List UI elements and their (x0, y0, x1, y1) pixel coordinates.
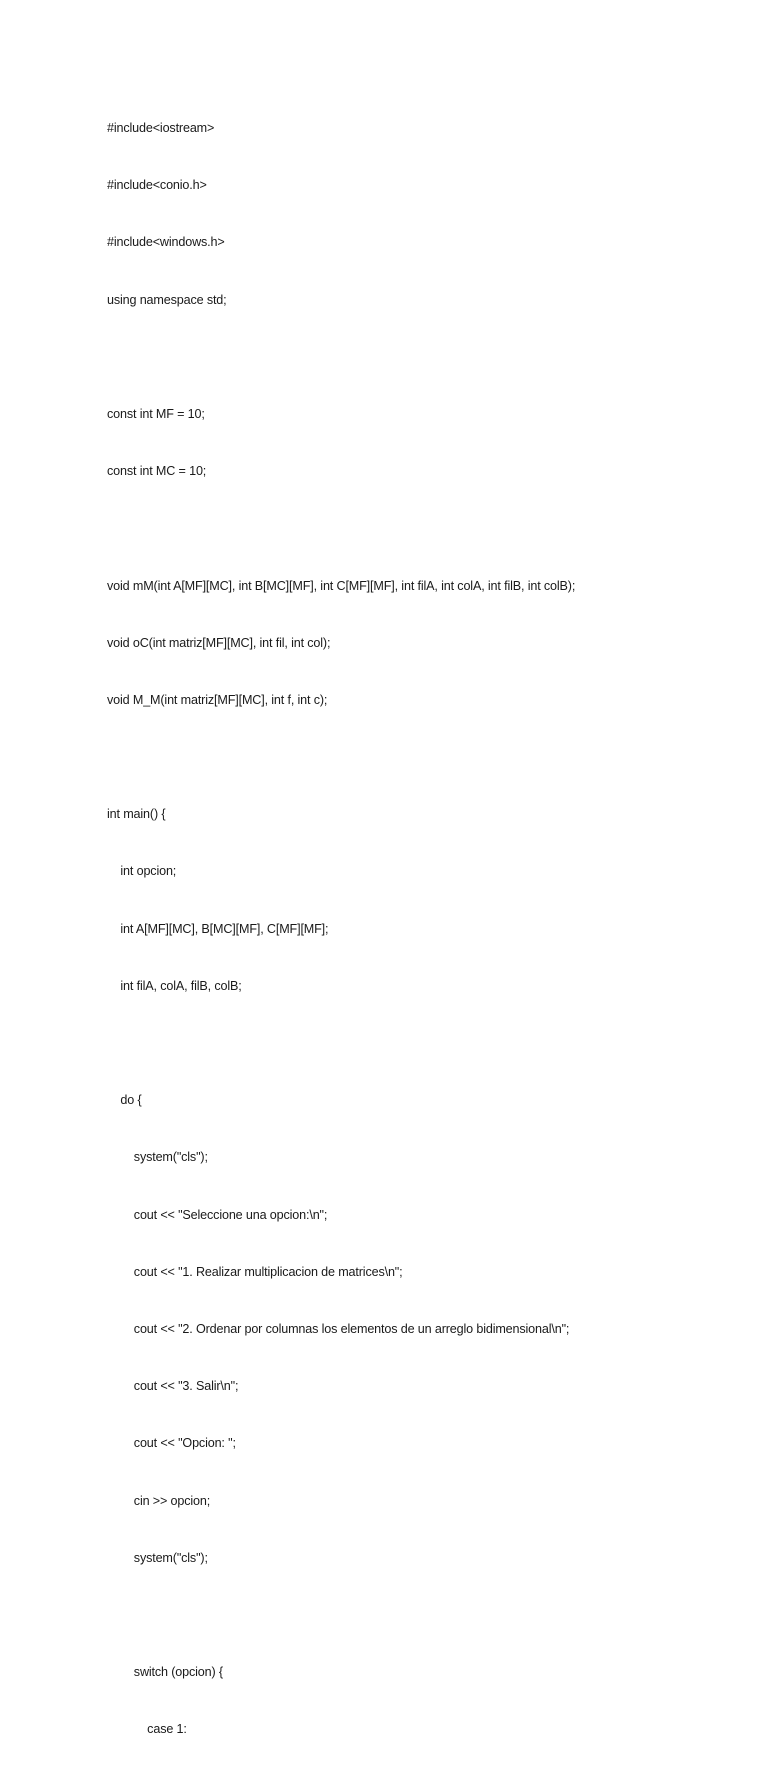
code-line-blank (107, 1603, 747, 1632)
code-line: int main() { (107, 807, 166, 822)
code-line: system("cls"); (107, 1150, 208, 1165)
code-line: cin >> opcion; (107, 1493, 211, 1508)
code-line: cout << "3. Salir\n"; (107, 1379, 239, 1394)
code-line: do { (107, 1093, 142, 1108)
code-line-blank (107, 745, 747, 774)
code-line: #include<conio.h> (107, 178, 207, 193)
code-line-blank (107, 1031, 747, 1060)
code-line: system("cls"); (107, 1550, 208, 1565)
code-line: using namespace std; (107, 292, 227, 307)
code-line: cout << "Opcion: "; (107, 1436, 236, 1451)
code-listing (107, 88, 747, 1774)
code-line: void M_M(int matriz[MF][MC], int f, int c); (107, 692, 328, 707)
code-line: case 1: (107, 1722, 187, 1737)
code-line: cout << "2. Ordenar por columnas los elementos de un arreglo bidimensional\n"; (107, 1321, 570, 1336)
code-line: int filA, colA, filB, colB; (107, 978, 242, 993)
code-line: #include<windows.h> (107, 235, 225, 250)
code-line: void mM(int A[MF][MC], int B[MC][MF], int C[MF][MF], int filA, int colA, int filB, int colB); (107, 578, 576, 593)
code-line: cout << "1. Realizar multiplicacion de matrices\n"; (107, 1264, 403, 1279)
code-line: const int MC = 10; (107, 464, 207, 479)
code-line: #include<iostream> (107, 121, 215, 135)
code-line: const int MF = 10; (107, 406, 205, 421)
code-line-blank (107, 516, 747, 545)
code-line: cout << "Seleccione una opcion:\n"; (107, 1207, 328, 1222)
code-line: switch (opcion) { (107, 1665, 223, 1680)
code-line: int A[MF][MC], B[MC][MF], C[MF][MF]; (107, 921, 329, 936)
code-line: int opcion; (107, 864, 177, 879)
code-line-blank (107, 345, 747, 374)
code-line: void oC(int matriz[MF][MC], int fil, int col); (107, 635, 331, 650)
